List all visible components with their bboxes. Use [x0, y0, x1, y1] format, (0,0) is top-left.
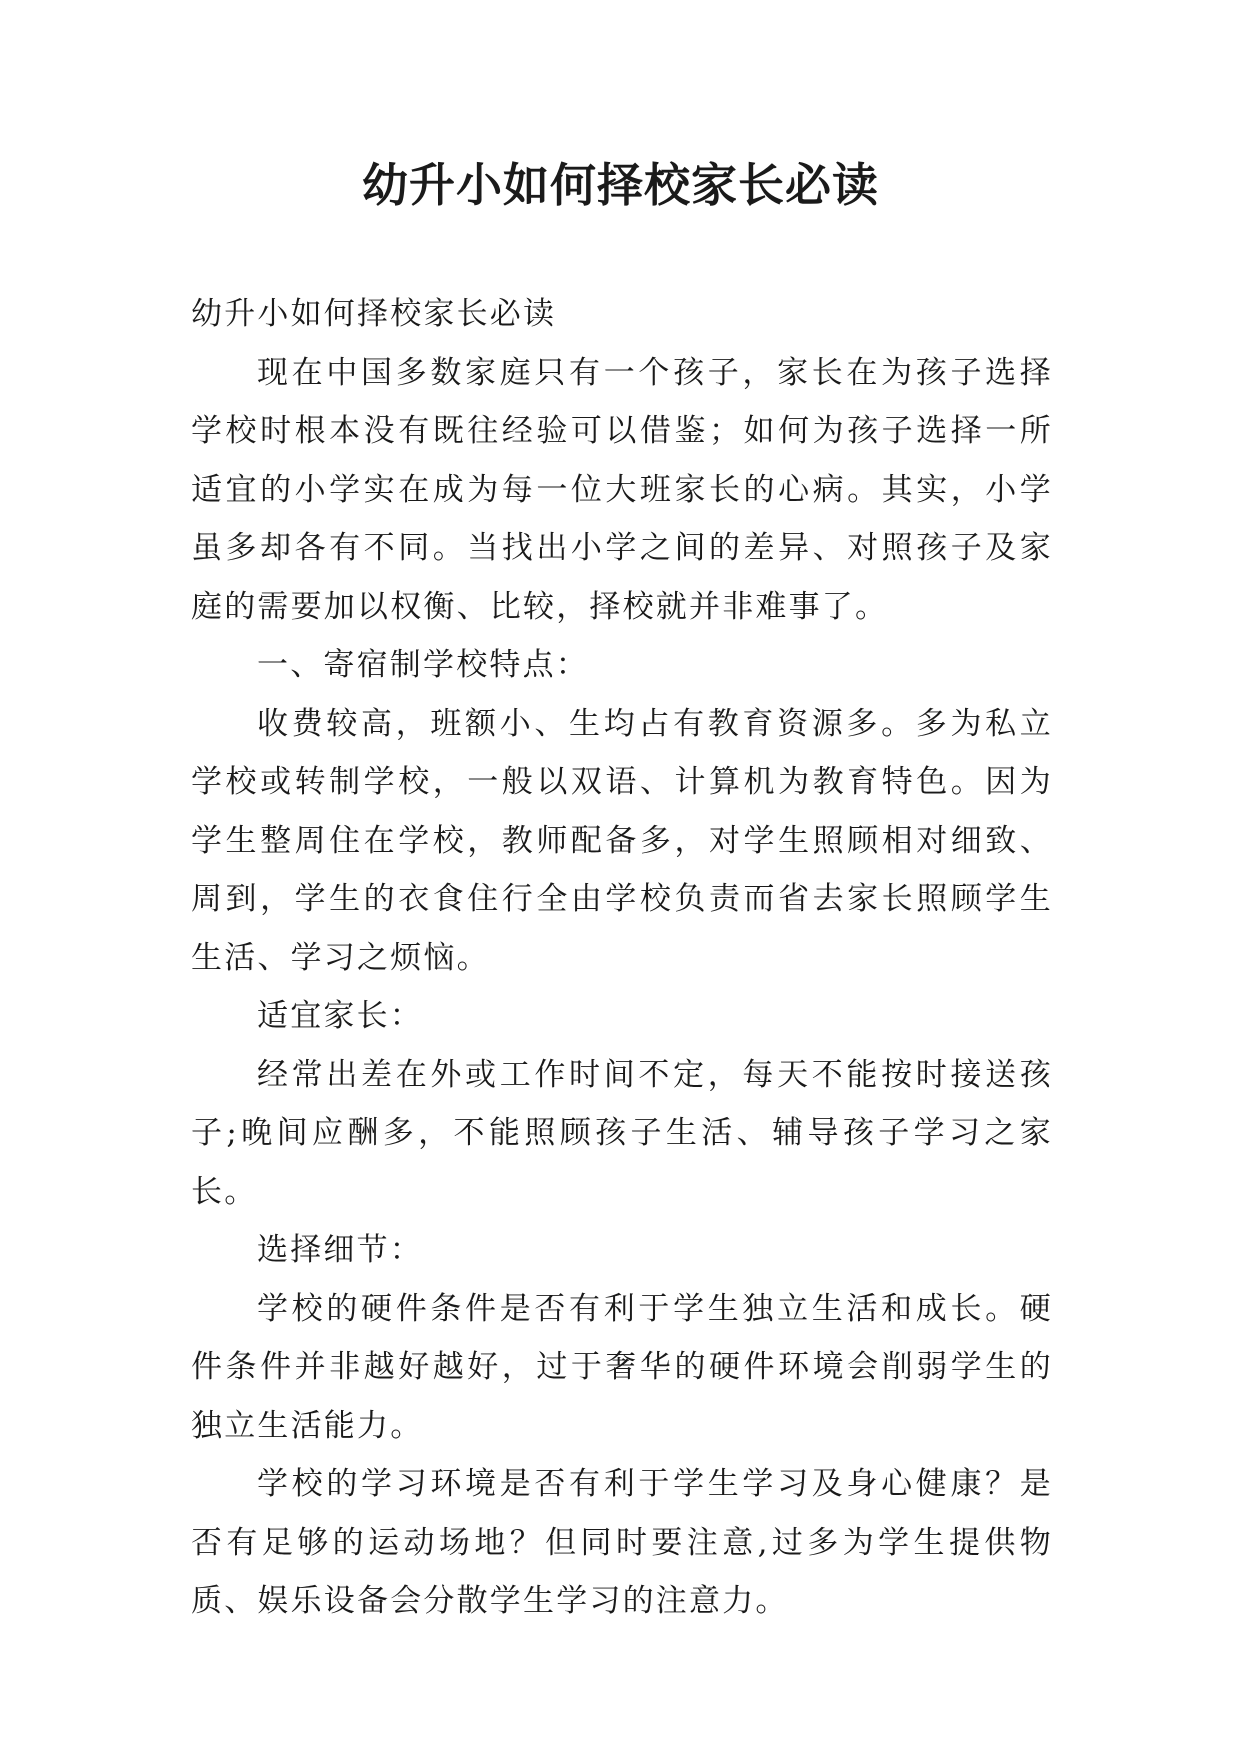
hardware-conditions-paragraph: 学校的硬件条件是否有利于学生独立生活和成长。硬件条件并非越好越好，过于奢华的硬件环境会削弱学生的独立生活能力。: [191, 1290, 1053, 1444]
boarding-school-features-paragraph: 收费较高，班额小、生均占有教育资源多。多为私立学校或转制学校，一般以双语、计算机为教育特色。因为学生整周住在学校，教师配备多，对学生照顾相对细致、周到，学生的衣食住行全由学校负责而省去家长照顾学生生活、学习之烦恼。: [191, 705, 1053, 976]
selection-details-heading: 选择细节：: [257, 1232, 423, 1268]
suitable-parents-heading: 适宜家长：: [257, 998, 423, 1034]
learning-environment-paragraph: 学校的学习环境是否有利于学生学习及身心健康？是否有足够的运动场地？但同时要注意,过多为学生提供物质、娱乐设备会分散学生学习的注意力。: [191, 1466, 1053, 1619]
suitable-parents-paragraph: 经常出差在外或工作时间不定，每天不能按时接送孩子;晚间应酬多，不能照顾孩子生活、辅导孩子学习之家长。: [191, 1056, 1053, 1210]
section-heading-boarding-school: 一、寄宿制学校特点：: [257, 647, 589, 683]
document-body: [191, 285, 1053, 1631]
intro-paragraph: 现在中国多数家庭只有一个孩子，家长在为孩子选择学校时根本没有既往经验可以借鉴；如何为孩子选择一所适宜的小学实在成为每一位大班家长的心病。其实，小学虽多却各有不同。当找出小学之间的差异、对照孩子及家庭的需要加以权衡、比较，择校就并非难事了。: [191, 354, 1053, 625]
document-title: 幼升小如何择校家长必读: [362, 158, 879, 212]
subtitle-paragraph: 幼升小如何择校家长必读: [191, 296, 557, 332]
